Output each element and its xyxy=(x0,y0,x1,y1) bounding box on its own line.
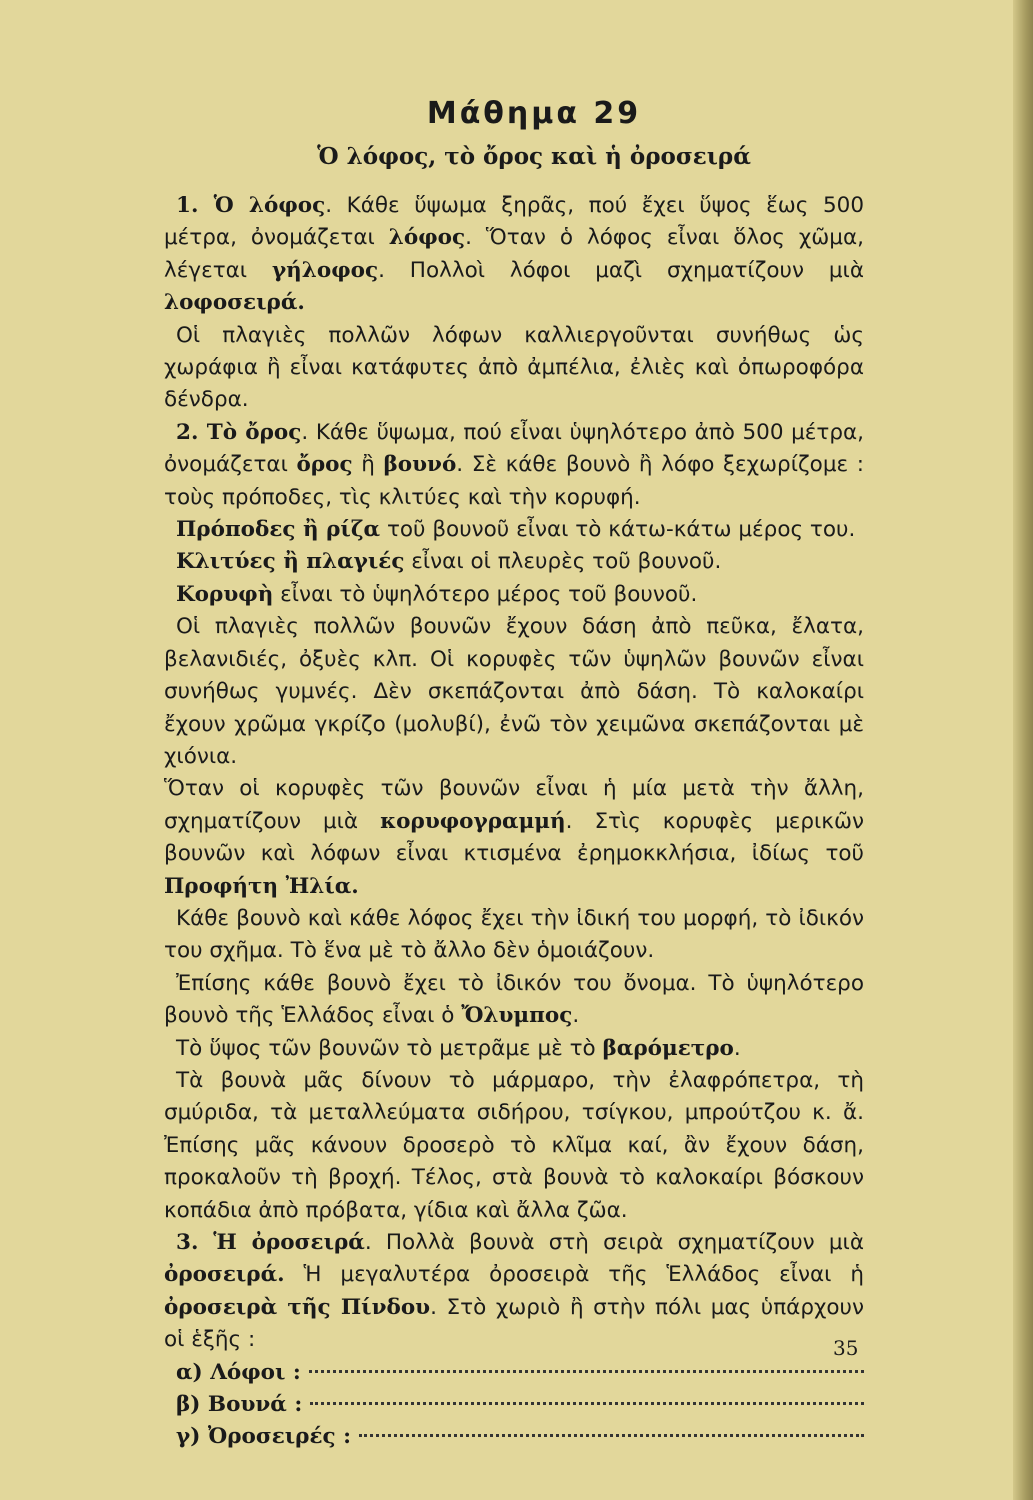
paragraph-text: Κάθε βουνὸ καὶ κάθε λόφος ἔχει τὴν ἰδική του μορφή, τὸ ἰδικόν του σχῆμα. Τὸ ἕνα μὲ τὸ ἄλλο δὲν ὁμοιάζουν. xyxy=(164,905,864,964)
question-row xyxy=(164,1389,864,1421)
fill-in-questions xyxy=(164,1357,864,1454)
bold-term: Προφήτη Ἠλία. xyxy=(164,873,359,899)
paragraph xyxy=(164,611,864,773)
bold-term: Κλιτύες ἢ πλαγιές xyxy=(176,549,405,575)
page-binding-edge xyxy=(1013,0,1033,1500)
question-label: β) Βουνά : xyxy=(176,1392,303,1418)
bold-term: Ὄλυμπος xyxy=(461,1003,573,1029)
paragraph-text: . Κάθε ὕψωμα ξηρᾶς, πού ἔχει ὕψος ἕως 500 μέτρα, ὀνομάζεται xyxy=(164,193,864,251)
lesson-content xyxy=(164,96,864,1454)
paragraph xyxy=(164,320,864,417)
bold-term: 2. Τὸ ὄρος xyxy=(176,419,302,445)
paragraph-text: . Πολλοὶ λόφοι μαζὶ σχηματίζουν μιὰ xyxy=(378,257,864,283)
paragraph-text: . Κάθε ὕψωμα, πού εἶναι ὑψηλότερο ἀπὸ 500 μέτρα, ὀνομάζεται xyxy=(164,419,864,478)
bold-term: ὀροσειρὰ τῆς Πίνδου xyxy=(164,1294,431,1320)
paragraph-text: . Στὶς κορυφὲς μερικῶν βουνῶν καὶ λόφων εἶναι κτισμένα ἐρημοκκλήσια, ἰδίως τοῦ xyxy=(164,808,864,867)
lesson-body xyxy=(164,190,864,1357)
paragraph-text: . Ὅταν ὁ λόφος εἶναι ὅλος χῶμα, λέγεται xyxy=(164,225,864,283)
bold-term: λοφοσειρά. xyxy=(164,290,305,316)
bold-term: γήλοφος xyxy=(271,257,379,283)
paragraph xyxy=(164,546,864,578)
lesson-subtitle: Ὁ λόφος, τὸ ὄρος καὶ ἡ ὀροσειρά xyxy=(317,143,751,170)
page-number: 35 xyxy=(833,1336,859,1360)
paragraph xyxy=(164,1065,864,1227)
paragraph-text: . Πολλὰ βουνὰ στὴ σειρὰ σχηματίζουν μιὰ xyxy=(364,1230,864,1255)
paragraph-text: Οἱ πλαγιὲς πολλῶν λόφων καλλιεργοῦνται συνήθως ὡς χωράφια ἢ εἶναι κατάφυτες ἀπὸ ἀμπέλια, ἐλιὲς καὶ ὀπωροφόρα δένδρα. xyxy=(164,322,864,413)
paragraph xyxy=(164,968,864,1033)
paragraph-text: Τὸ ὕψος τῶν βουνῶν τὸ μετρᾶμε μὲ τὸ xyxy=(176,1035,603,1061)
bold-term: 1. Ὁ λόφος xyxy=(176,193,326,218)
paragraph-text: Ὅταν οἱ κορυφὲς τῶν βουνῶν εἶναι ἡ μία μετὰ τὴν ἄλλη, σχηματίζουν μιὰ xyxy=(164,776,864,834)
paragraph xyxy=(164,773,864,903)
paragraph-text: εἶναι οἱ πλευρὲς τοῦ βουνοῦ. xyxy=(404,549,722,575)
paragraph xyxy=(164,514,864,546)
paragraph xyxy=(164,1033,864,1065)
bold-term: 3. Ἡ ὀροσειρά xyxy=(176,1230,365,1255)
paragraph-text: Τὰ βουνὰ μᾶς δίνουν τὸ μάρμαρο, τὴν ἐλαφρόπετρα, τὴ σμύριδα, τὰ μεταλλεύματα σιδήρου, τσίγκου, μπρούτζου κ. ἄ. Ἐπίσης μᾶς κάνουν δροσερὸ τὸ κλῖμα καί, ἂν ἔχουν δάση, προκαλοῦν τὴ βροχή. Τέλος, στὰ βουνὰ τὸ καλοκαίρι βόσκουν κοπάδια ἀπὸ πρόβατα, γίδια καὶ ἄλλα ζῶα. xyxy=(164,1067,864,1223)
paragraph xyxy=(164,579,864,611)
bold-term: κορυφογραμμή xyxy=(380,808,566,834)
paragraph xyxy=(164,190,864,320)
question-row xyxy=(164,1421,864,1453)
bold-term: λόφος xyxy=(388,225,466,251)
paragraph xyxy=(164,1227,864,1357)
answer-dotted-line xyxy=(310,1401,864,1405)
paragraph-text: Οἱ πλαγιὲς πολλῶν βουνῶν ἔχουν δάση ἀπὸ πεῦκα, ἔλατα, βελανιδιές, ὀξυὲς κλπ. Οἱ κορυφὲς τῶν ὑψηλῶν βουνῶν εἶναι συνήθως γυμνές. Δὲν σκεπάζονται ἀπὸ δάση. Τὸ καλοκαίρι ἔχουν χρῶμα γκρίζο (μολυβί), ἐνῶ τὸν χειμῶνα σκεπάζονται μὲ χιόνια. xyxy=(164,614,864,769)
answer-dotted-line xyxy=(309,1369,864,1373)
paragraph-text: . Σὲ κάθε βουνὸ ἢ λόφο ξεχωρίζομε : τοὺς πρόποδες, τὶς κλιτύες καὶ τὴν κορυφή. xyxy=(164,452,865,510)
bold-term: βουνό xyxy=(383,452,457,478)
paragraph-text: . Στὸ χωριὸ ἢ στὴν πόλι μας ὑπάρχουν οἱ ἑξῆς : xyxy=(164,1294,865,1353)
paragraph-text: . xyxy=(572,1003,580,1029)
bold-term: ὀροσειρά. xyxy=(164,1262,285,1288)
question-row xyxy=(164,1357,864,1389)
paragraph-text: ἢ xyxy=(352,452,384,478)
answer-dotted-line xyxy=(359,1433,864,1437)
paragraph-text: . xyxy=(733,1035,741,1061)
paragraph-text: Ἡ μεγαλυτέρα ὀροσειρὰ τῆς Ἑλλάδος εἶναι ἡ xyxy=(284,1262,864,1288)
question-label: α) Λόφοι : xyxy=(176,1359,301,1385)
lesson-title: Μάθημα 29 xyxy=(426,96,642,131)
bold-term: βαρόμετρο xyxy=(602,1035,734,1061)
bold-term: ὄρος xyxy=(296,452,353,478)
paragraph-text: τοῦ βουνοῦ εἶναι τὸ κάτω-κάτω μέρος του. xyxy=(380,517,856,543)
bold-term: Πρόποδες ἢ ρίζα xyxy=(176,517,381,543)
paragraph-text: εἶναι τὸ ὑψηλότερο μέρος τοῦ βουνοῦ. xyxy=(273,581,698,607)
paragraph-text: Ἐπίσης κάθε βουνὸ ἔχει τὸ ἰδικόν του ὄνομα. Τὸ ὑψηλότερο βουνὸ τῆς Ἑλλάδος εἶναι ὁ xyxy=(164,970,864,1029)
question-label: γ) Ὀροσειρές : xyxy=(176,1424,352,1450)
paragraph xyxy=(164,903,864,968)
bold-term: Κορυφὴ xyxy=(176,581,274,607)
paragraph xyxy=(164,417,864,514)
